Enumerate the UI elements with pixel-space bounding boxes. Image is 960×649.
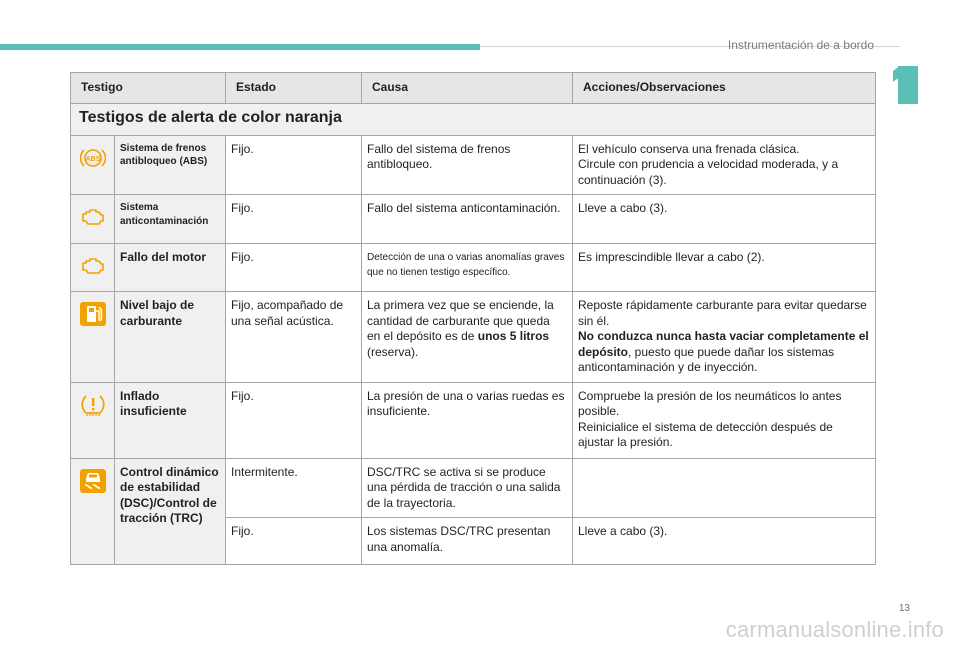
action-line: Reinicialice el sistema de detección después de ajustar la presión. [578, 419, 833, 449]
action-line: Compruebe la presión de los neumáticos lo antes posible. [578, 388, 842, 418]
indicator-cause: Los sistemas DSC/TRC presentan una anomalía. [362, 518, 573, 565]
cause-text: La primera vez que se enciende, la cantidad de carburante que queda en el depósito es de [367, 298, 554, 343]
svg-text:ABS: ABS [85, 155, 100, 163]
indicator-cause: Fallo del sistema de frenos antibloqueo. [362, 135, 573, 195]
indicator-name: Fallo del motor [115, 244, 226, 292]
engine-icon [80, 205, 106, 229]
watermark: carmanualsonline.info [725, 617, 944, 642]
stability-control-icon [80, 469, 106, 493]
column-header-testigo: Testigo [71, 73, 226, 104]
action-line: Es imprescindible llevar a cabo (2). [578, 250, 765, 264]
indicator-state: Fijo. [226, 135, 362, 195]
page-number: 13 [898, 603, 910, 614]
indicator-action [573, 292, 876, 383]
indicator-state: Intermitente. [226, 458, 362, 518]
category-title: Testigos de alerta de color naranja [71, 103, 876, 135]
header-accent-bar [0, 44, 480, 50]
indicator-action [573, 195, 876, 244]
column-header-causa: Causa [362, 73, 573, 104]
action-emphasis: No conduzca nunca hasta vaciar completamente el depósito [578, 329, 869, 359]
indicator-state: Fijo. [226, 382, 362, 458]
indicator-action [573, 244, 876, 292]
indicator-cause [362, 292, 573, 383]
indicator-state: Fijo. [226, 195, 362, 244]
indicator-icon-cell [71, 292, 115, 383]
action-line: Lleve a cabo (3). [578, 201, 668, 215]
action-line: Circule con prudencia a velocidad moderada, y a continuación (3). [578, 157, 839, 187]
indicator-cause: La presión de una o varias ruedas es insuficiente. [362, 382, 573, 458]
indicator-icon-cell [71, 382, 115, 458]
indicator-icon-cell [71, 244, 115, 292]
table-row [71, 244, 876, 292]
action-line: Reposte rápidamente carburante para evitar quedarse sin él. [578, 298, 867, 328]
indicator-name: Nivel bajo de carburante [115, 292, 226, 383]
indicator-cause: DSC/TRC se activa si se produce una pérdida de tracción o una salida de la trayectoria. [362, 458, 573, 518]
column-header-acciones: Acciones/Observaciones [573, 73, 876, 104]
table-header-row [71, 73, 876, 104]
indicator-icon-cell [71, 458, 115, 565]
indicator-state: Fijo, acompañado de una señal acústica. [226, 292, 362, 383]
indicator-state: Fijo. [226, 518, 362, 565]
indicator-action [573, 382, 876, 458]
warning-lights-table [70, 72, 876, 565]
cause-text: (reserva). [367, 344, 419, 359]
category-band [71, 103, 876, 135]
action-line: El vehículo conserva una frenada clásica. [578, 141, 800, 156]
indicator-name: Sistema de frenos antibloqueo (ABS) [115, 135, 226, 195]
table-row [71, 135, 876, 195]
indicator-action: Lleve a cabo (3). [573, 518, 876, 565]
indicator-icon-cell [71, 135, 115, 195]
indicator-action [573, 135, 876, 195]
table-row [71, 292, 876, 383]
table-row [71, 195, 876, 244]
indicator-state: Fijo. [226, 244, 362, 292]
indicator-action [573, 458, 876, 518]
action-text: , puesto que puede dañar los sistemas anticontaminación y de inyección. [578, 344, 835, 374]
table-row [71, 458, 876, 518]
cause-emphasis: unos 5 litros [477, 329, 550, 343]
engine-icon [80, 254, 106, 278]
chapter-number-marker [898, 66, 918, 104]
indicator-name: Control dinámico de estabilidad (DSC)/Control de tracción (TRC) [115, 458, 226, 565]
indicator-icon-cell [71, 195, 115, 244]
column-header-estado: Estado [226, 73, 362, 104]
indicator-cause: Fallo del sistema anticontaminación. [362, 195, 573, 244]
indicator-cause: Detección de una o varias anomalías graves que no tienen testigo específico. [362, 244, 573, 292]
fuel-icon [80, 302, 106, 326]
abs-icon [80, 146, 106, 170]
table-row [71, 382, 876, 458]
section-title: Instrumentación de a bordo [727, 38, 874, 52]
tyre-pressure-icon [80, 393, 106, 417]
indicator-name: Inflado insuficiente [115, 382, 226, 458]
indicator-name: Sistema anticontaminación [115, 195, 226, 244]
